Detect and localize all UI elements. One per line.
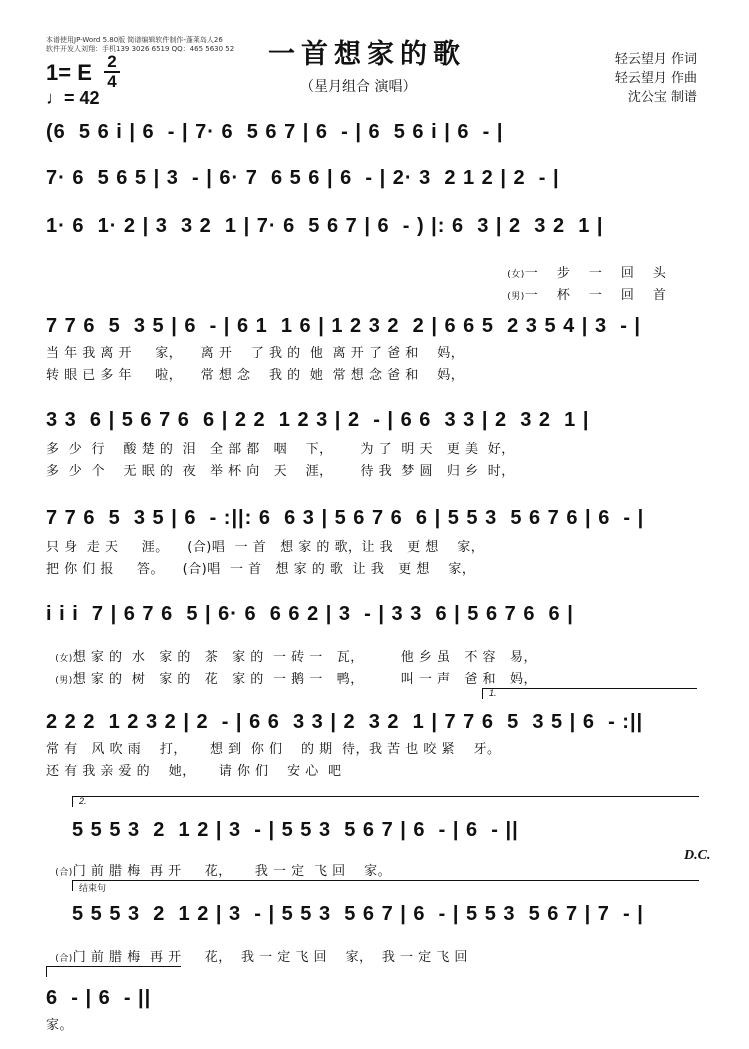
score-system-7: i i i 7 | 6 7 6 5 | 6· 6 6 6 2 | 3 - | 3 3 6 | 5 6 7 6 6 | [46, 603, 574, 625]
score-system-11: 6 - | 6 - || [46, 987, 152, 1009]
voice-label: (女) [55, 654, 73, 664]
voice-label: (女) [507, 270, 525, 280]
score-system-10: 5 5 5 3 2 1 2 | 3 - | 5 5 3 5 6 7 | 6 - | 5 5 3 5 6 7 | 7 - | [72, 903, 644, 925]
lyric-line-5a: 多 少 行 酸 楚 的 泪 全 部 都 咽 下， 为 了 明 天 更 美 好， [46, 442, 515, 457]
score-system-8: 2 2 2 1 2 3 2 | 2 - | 6 6 3 3 | 2 3 2 1 | 7 7 6 5 3 5 | 6 - :|| [46, 711, 644, 733]
lyric-line-11: 家。 [46, 1018, 74, 1033]
score-system-3: 1· 6 1· 2 | 3 3 2 1 | 7· 6 5 6 7 | 6 - ) |: 6 3 | 2 3 2 1 | [46, 215, 604, 237]
lyric-line-8a: 常 有 风 吹 雨 打， 想 到 你 们 的 期 待，我 苦 也 咬 紧 牙。 [46, 742, 501, 757]
coda-label: 结束句 [79, 884, 107, 894]
lyric-line-7b [46, 656, 537, 689]
software-line-2: 软件开发人刘翔：手机139 3026 6519 QQ：465 5630 52 [46, 45, 235, 53]
volta-bracket-1 [482, 688, 697, 699]
lyric-line-5b: 多 少 个 无 眠 的 夜 举 杯 向 天 涯， 待 我 梦 圆 归 乡 时， [46, 464, 515, 479]
score-system-5: 3 3 6 | 5 6 7 6 6 | 2 2 1 2 3 | 2 - | 6 6 3 3 | 2 3 2 1 | [46, 409, 590, 431]
voice-label: (男) [507, 292, 525, 302]
lyric-line-4a: 当 年 我 离 开 家， 离 开 了 我 的 他 离 开 了 爸 和 妈， [46, 346, 465, 361]
quarter-note-icon: ♩ [46, 88, 64, 108]
software-line-1: 本谱使用JP-Word 5.80版 简谱编辑软件制作-蓬莱岛人26 [46, 36, 223, 44]
lyricist: 轻云望月 作词 [614, 52, 697, 67]
tie-bracket-final [46, 966, 181, 977]
song-subtitle: （星月组合 演唱） [300, 79, 417, 95]
score-system-6: 7 7 6 5 3 5 | 6 - :||: 6 6 3 | 5 6 7 6 6 | 5 5 3 5 6 7 6 | 6 - | [46, 507, 645, 529]
score-system-9: 5 5 5 3 2 1 2 | 3 - | 5 5 3 5 6 7 | 6 - | 6 - || [72, 819, 519, 841]
lyric-line-8b: 还 有 我 亲 爱 的 她， 请 你 们 安 心 吧 [46, 764, 342, 779]
lyric-line-4b: 转 眼 已 多 年 啦， 常 想 念 我 的 她 常 想 念 爸 和 妈， [46, 368, 465, 383]
voice-label: (合) [55, 954, 73, 964]
tempo-value: = 42 [64, 88, 100, 108]
arranger: 沈公宝 制谱 [627, 90, 697, 105]
lyric-text: 门 前 腊 梅 再 开 花， 我 一 定 飞 回 家， 我 一 定 飞 回 [72, 950, 468, 965]
coda-bracket [72, 880, 699, 894]
key-signature: 1= E [46, 60, 92, 85]
score-system-4: 7 7 6 5 3 5 | 6 - | 6 1 1 6 | 1 2 3 2 2 | 6 6 5 2 3 5 4 | 3 - | [46, 315, 641, 337]
lyric-line-9 [46, 848, 391, 881]
volta-number: 1. [489, 688, 497, 698]
composer: 轻云望月 作曲 [614, 71, 697, 86]
volta-number: 2. [79, 796, 87, 806]
score-system-1: (6 5 6 i | 6 - | 7· 6 5 6 7 | 6 - | 6 5 6 i | 6 - | [46, 121, 504, 143]
lyric-text: 一 杯 一 回 首 [524, 288, 667, 303]
lyric-line-3b [498, 272, 666, 305]
voice-label: (合) [55, 868, 73, 878]
time-signature [104, 54, 120, 90]
lyric-text: 想 家 的 树 家 的 花 家 的 一 鹅 一 鸭， 叫 一 声 爸 和 妈， [72, 672, 537, 687]
song-title: 一首想家的歌 [268, 39, 466, 70]
lyric-line-10 [46, 934, 468, 967]
time-bottom: 4 [107, 72, 117, 91]
software-credit [46, 36, 234, 54]
credits [615, 50, 697, 107]
tempo-marking [46, 88, 100, 109]
score-system-2: 7· 6 5 6 5 | 3 - | 6· 7 6 5 6 | 6 - | 2· 3 2 1 2 | 2 - | [46, 167, 560, 189]
lyric-text: 想 家 的 水 家 的 茶 家 的 一 砖 一 瓦， 他 乡 虽 不 容 易， [72, 650, 537, 665]
dc-marking: D.C. [684, 848, 711, 863]
lyric-text: 门 前 腊 梅 再 开 花， 我 一 定 飞 回 家。 [72, 864, 392, 879]
lyric-line-6a: 只 身 走 天 涯。 (合)唱 一 首 想 家 的 歌，让 我 更 想 家， [46, 540, 485, 555]
time-top: 2 [107, 52, 117, 71]
volta-bracket-2 [72, 796, 699, 807]
lyric-line-6b: 把 你 们 报 答。 (合)唱 一 首 想 家 的 歌 让 我 更 想 家， [46, 562, 476, 577]
voice-label: (男) [55, 676, 73, 686]
lyric-text: 一 步 一 回 头 [524, 266, 667, 281]
